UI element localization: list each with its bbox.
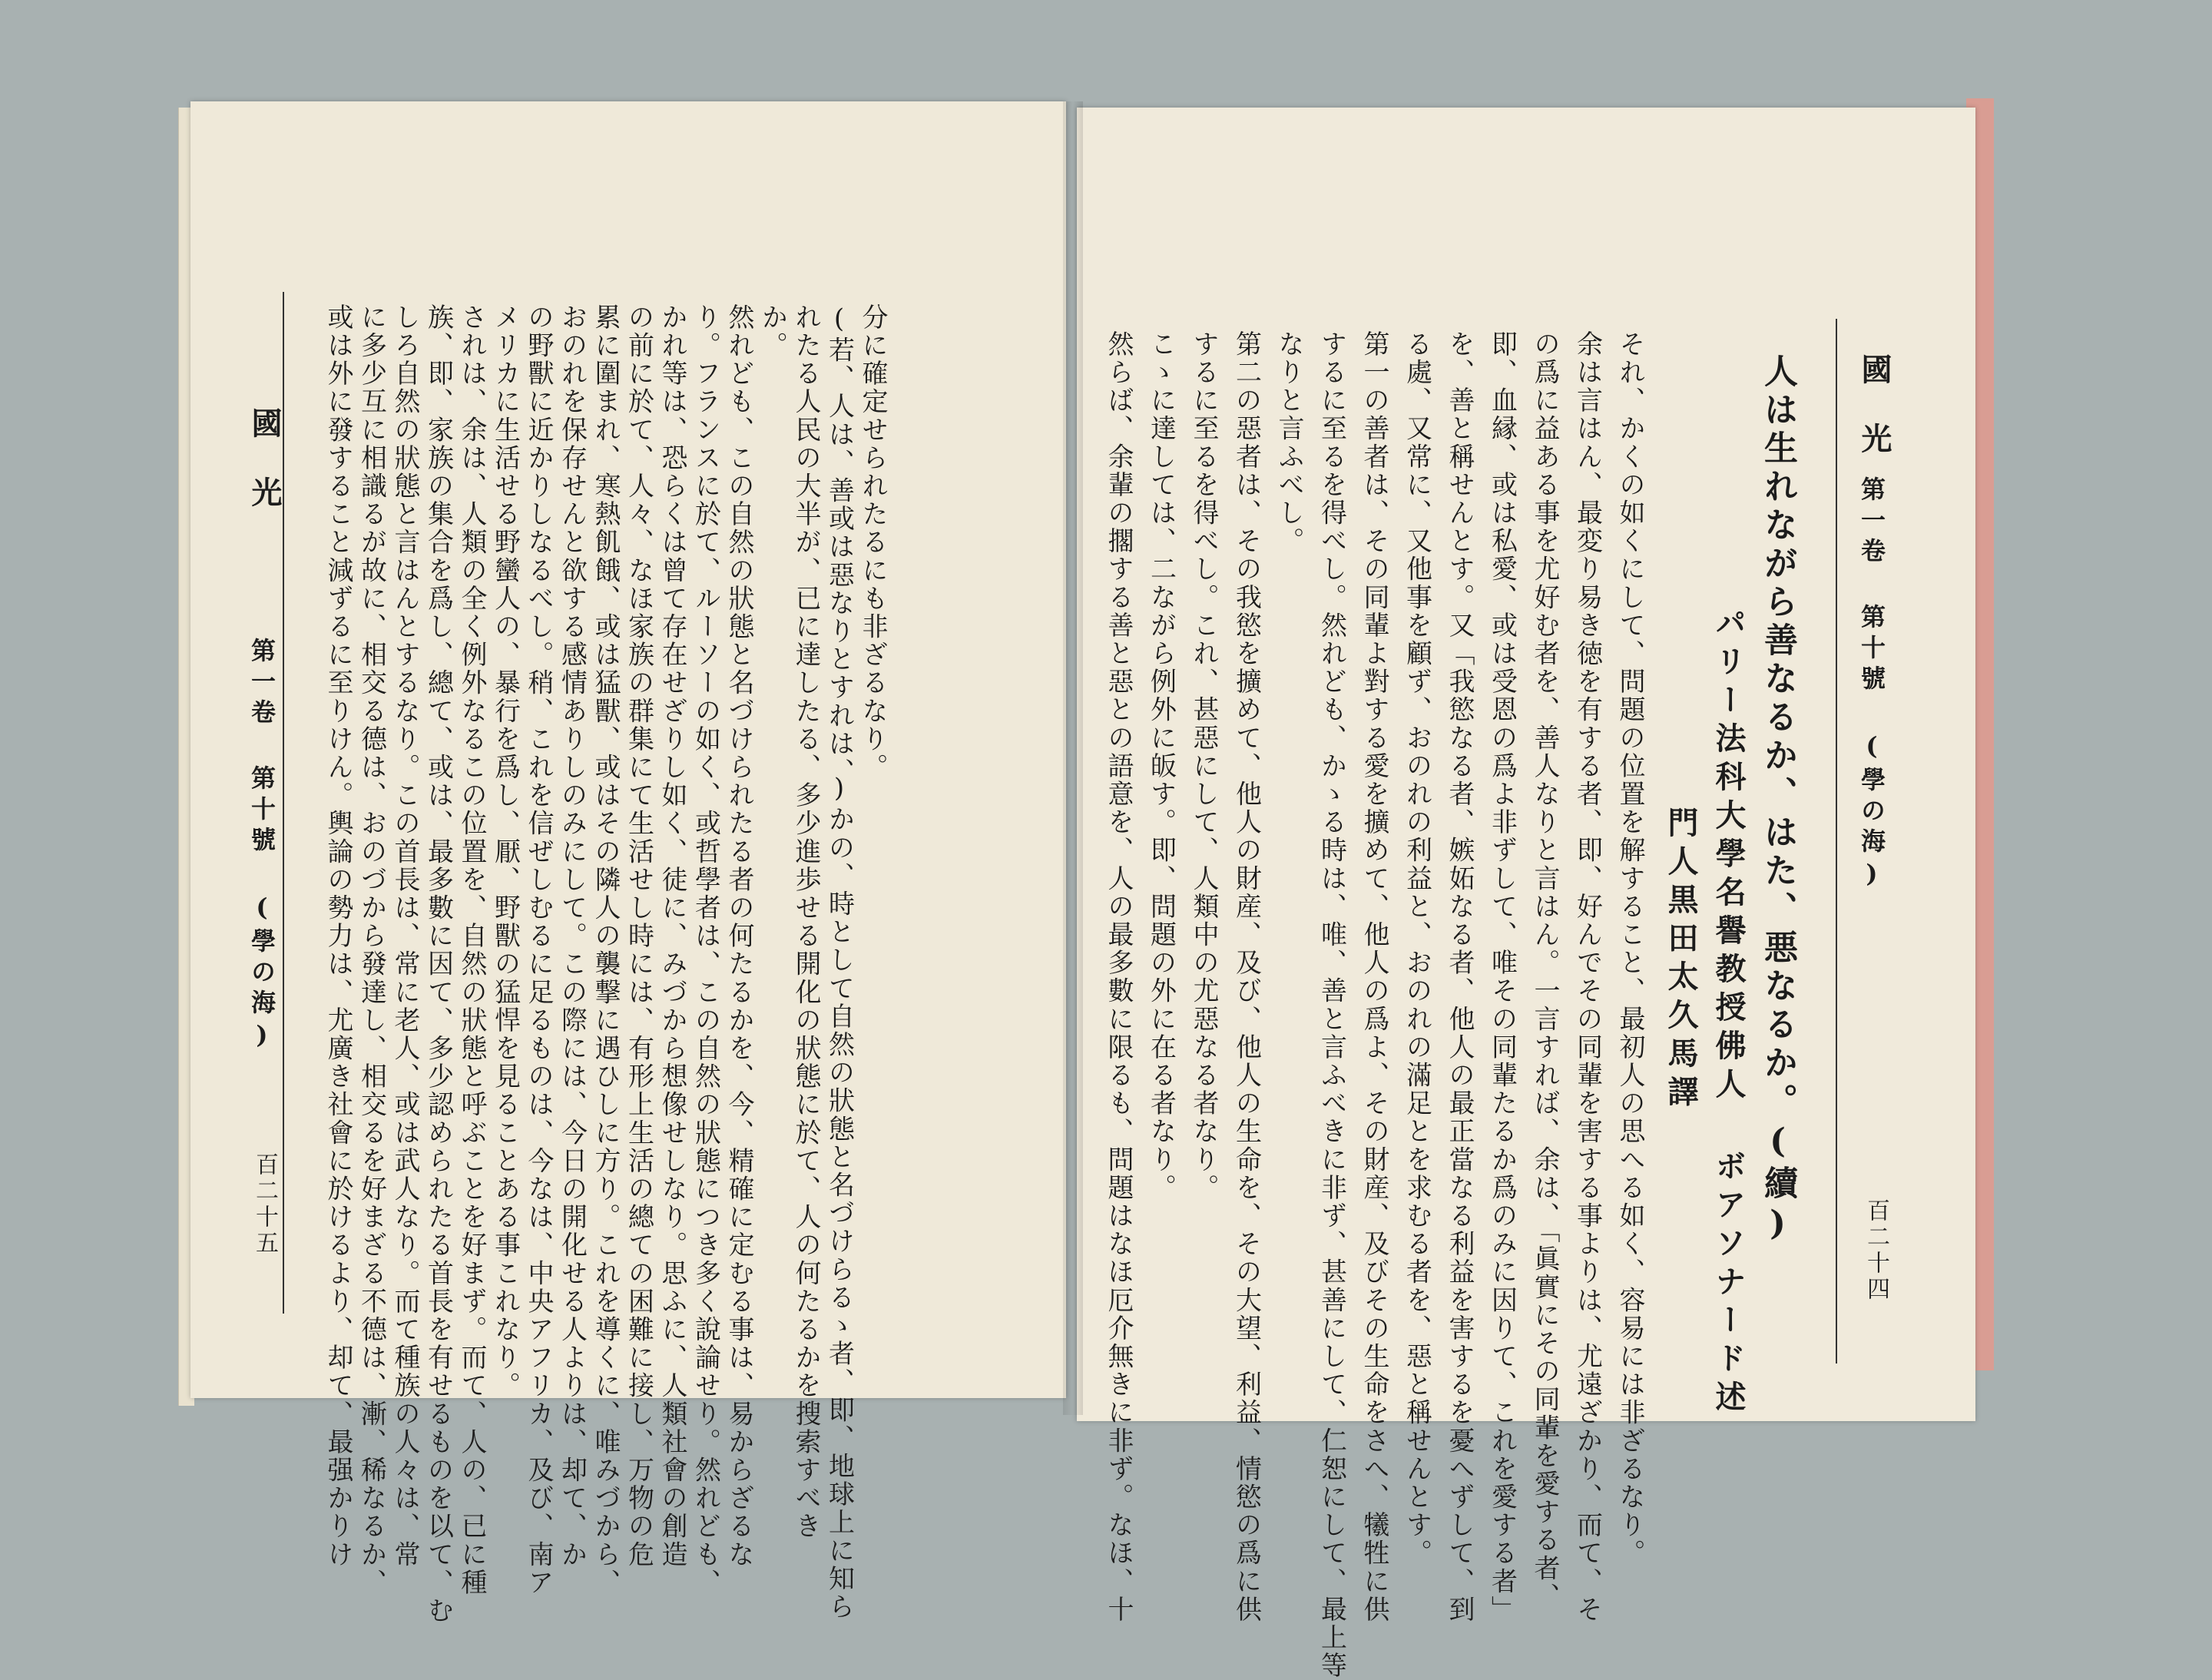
text-line: なりと言ふべし。 bbox=[1273, 330, 1304, 555]
text-line: 第一の善者は、その同輩よ對する愛を擴めて、他人の爲よ、その財産、及びその生命をさへ、犧牲に供 bbox=[1359, 330, 1389, 1624]
text-line: の前に於て、人々、なほ家族の群集にて生活せし時には、有形上生活の總ての困難に接し、万物の危 bbox=[623, 303, 654, 1569]
left-magazine-title: 國光 bbox=[247, 407, 283, 545]
article-title: 人は生れながら善なるか、はた、悪なるか。(續) bbox=[1758, 353, 1797, 1248]
text-line: されは、余は、人類の全く例外なるこの位置を、自然の狀態と呼ぶことを好まず。而て、人の、已に種 bbox=[456, 303, 487, 1597]
left-issue-info: 第一卷 第十號 (學の海) bbox=[247, 638, 276, 1055]
text-line: 累に圍まれ、寒熱飢餓、或は猛獸、或はその隣人の襲撃に遇ひしに方り。これを導くに、唯みづから、 bbox=[590, 303, 621, 1597]
text-line: る處、又常に、又他事を顧ず、おのれの利益と、おのれの滿足とを求むる者を、惡と稱せんとす。 bbox=[1401, 330, 1432, 1568]
text-line: り。フランスに於て、ルーソーの如く、或哲學者は、この自然の狀態につき多く說論せり。然れども、 bbox=[690, 303, 721, 1597]
text-line: おのれを保存せんと欲する感情ありしのみにして。この際には、今日の開化せる人よりは、却て、か bbox=[556, 303, 588, 1569]
book-gutter bbox=[1063, 101, 1083, 1415]
text-line: こゝに達しては、二ながら例外に皈す。即、問題の外に在る者なり。 bbox=[1145, 330, 1177, 1202]
text-line: の爲に益ある事を尤好む者を、善人なりと言はん。一言すれば、余は、「眞實にその同輩を愛する者、 bbox=[1529, 330, 1560, 1611]
text-line: を、善と稱せんとす。又「我慾なる者、嫉妬なる者、他人の最正當なる利益を害するを憂へずして、到 bbox=[1444, 330, 1475, 1624]
text-line: 余は言はん、最変り易き徳を有する者、即、好んでその同輩を害する事よりは、尤遠ざかり、而て、そ bbox=[1571, 330, 1603, 1624]
right-issue-info: 第一卷 第十號 (學の海) bbox=[1857, 476, 1886, 894]
text-line: するに至るを得べし。これ、甚惡にして、人類中の尤惡なる者なり。 bbox=[1188, 330, 1219, 1202]
text-line: 然らば、余輩の擱する善と惡との語意を、人の最多數に限るも、問題はなほ厄介無きに非ず。なほ、十 bbox=[1103, 330, 1134, 1624]
right-magazine-title: 國光 bbox=[1856, 353, 1892, 492]
left-page-number: 百二十五 bbox=[251, 1152, 278, 1257]
right-header-rule bbox=[1836, 319, 1837, 1364]
author-affiliation: パリー法科大學名譽教授佛人 ボアソナード述 bbox=[1710, 607, 1747, 1419]
right-page-number: 百二十四 bbox=[1863, 1198, 1889, 1303]
text-line: かれ等は、恐らくは曾て存在せざりし如く、徒に、みづから想像せしなり。思ふに、人類社會の創造 bbox=[657, 303, 687, 1569]
text-line: か。 bbox=[757, 303, 788, 360]
text-line: 即、血縁、或は私愛、或は受恩の爲よ非ずして、唯その同輩たるか爲のみに因りて、これを愛する者」 bbox=[1486, 330, 1518, 1624]
text-line: 第二の惡者は、その我慾を擴めて、他人の財産、及び、他人の生命を、その大望、利益、情慾の爲に供 bbox=[1230, 330, 1262, 1624]
text-line: しろ自然の狀態と言はんとするなり。この首長は、常に老人、或は武人なり。而て種族の人々は、常 bbox=[389, 303, 420, 1569]
text-line: 然れども、この自然の狀態と名づけられたる者の何たるかを、今、精確に定むる事は、易からざるな bbox=[724, 303, 754, 1569]
text-line: 或は外に發すること減ずるに至りけん。輿論の勢力は、尤廣き社會に於けるより、却て、最强かりけ bbox=[323, 303, 353, 1569]
text-line: 分に確定せられたるにも非ざるなり。 bbox=[857, 303, 888, 782]
text-line: (若、人は、善或は惡なりとすれは、)かの、時として自然の狀態と名づけらるゝ者、即、地球上に知ら bbox=[823, 303, 855, 1622]
text-line: メリカに生活せる野蠻人の、暴行を爲し、厭、野獸の猛悍を見ることある事これなり。 bbox=[489, 303, 521, 1400]
text-line: に多少互に相識るが故に、相交る德は、おのづから發達し、相交るを好まざる不德は、漸、稀なるか、 bbox=[356, 303, 387, 1597]
text-line: 族、即、家族の集合を爲し、總て、或は、最多數に因て、多少認められたる首長を有せるものを以て、む bbox=[422, 303, 454, 1625]
text-line: の野獸に近かりしなるべし。稍、これを信ぜしむるに足るものは、今なは、中央アフリカ、及び、南ア bbox=[523, 303, 554, 1597]
text-line: それ、かくの如くにして、問題の位置を解すること、最初人の思へる如く、容易には非ざるなり。 bbox=[1614, 330, 1645, 1568]
text-line: れたる人民の大半が、已に達したる、多少進歩せる開化の狀態に於て、人の何たるかを搜索すべき bbox=[790, 303, 821, 1541]
text-line: するに至るを得べし。然れども、かゝる時は、唯、善と言ふべきに非ず、甚善にして、仁恕にして、最上等 bbox=[1316, 330, 1347, 1680]
translator-credit: 門人黒田太久馬譯 bbox=[1663, 807, 1699, 1114]
